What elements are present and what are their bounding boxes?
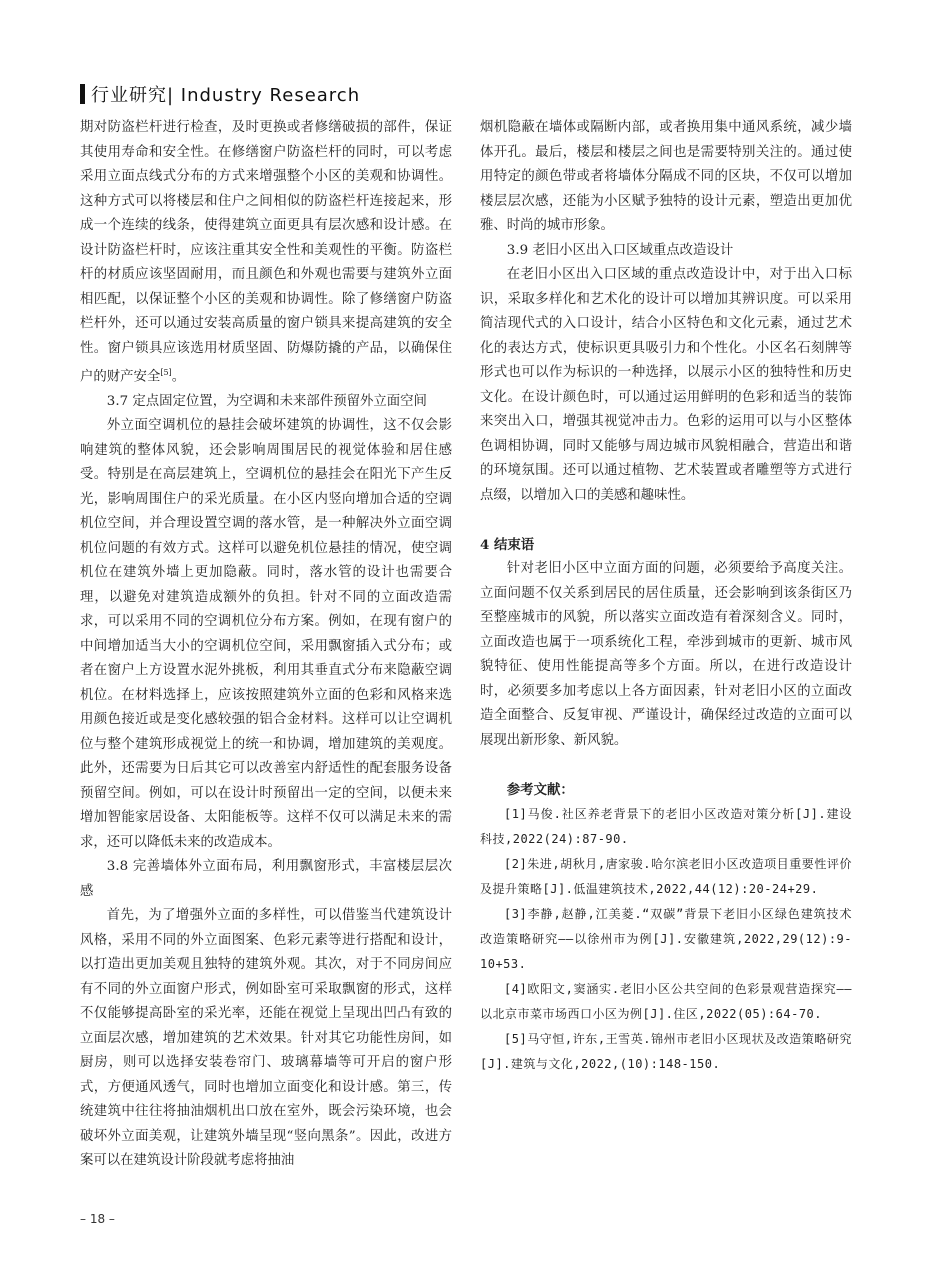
paragraph: 期对防盗栏杆进行检查，及时更换或者修缮破损的部件，保证其使用寿命和安全性。在修缮窗户防盗栏杆的同时，可以考虑采用立面点线式分布的方式来增强整个小区的美观和协调性。这种方式可以将楼层和住户之间相似的防盗栏杆连接起来，形成一个连续的线条，使得建筑立面更具有层次感和设计感。在设计防盗栏杆时，应该注重其安全性和美观性的平衡。防盗栏杆的材质应该坚固耐用，而且颜色和外观也需要与建筑外立面相匹配，以保证整个小区的美观和协调性。除了修缮窗户防盗栏杆外，还可以通过安装高质量的窗户锁具来提高建筑的安全性。窗户锁具应该选用材质坚固、防爆防撬的产品，以确保住户的财产安全[5]。 <box>80 120 452 385</box>
reference-item: [4]欧阳文,窦涵实.老旧小区公共空间的色彩景观营造探究——以北京市菜市场西口小区为例[J].住区,2022(05):64-70. <box>480 982 852 1021</box>
reference-item: [2]朱进,胡秋月,唐家骏.哈尔滨老旧小区改造项目重要性评价及提升策略[J].低温建筑技术,2022,44(12):20-24+29. <box>480 857 852 896</box>
header-label: 行业研究| Industry Research <box>91 85 361 106</box>
references-list <box>480 802 852 1077</box>
section-heading-4: 4 结束语 <box>480 536 535 553</box>
left-column <box>80 116 452 1174</box>
right-column <box>480 116 852 1077</box>
section-header <box>80 80 360 108</box>
section-heading-3-7: 3.7 定点固定位置，为空调和未来部件预留外立面空间 <box>106 393 427 409</box>
section-heading-3-8: 3.8 完善墙体外立面布局，利用飘窗形式，丰富楼层层次感 <box>80 859 452 899</box>
paragraph: 外立面空调机位的悬挂会破坏建筑的协调性，这不仅会影响建筑的整体风貌，还会影响周围居民的视觉体验和居住感受。特别是在高层建筑上，空调机位的悬挂会在阳光下产生反光，影响周围住户的采光质量。在小区内竖向增加合适的空调机位空间，并合理设置空调的落水管，是一种解决外立面空调机位问题的有效方式。这样可以避免机位悬挂的情况，使空调机位在建筑外墙上更加隐蔽。同时，落水管的设计也需要合理，以避免对建筑造成额外的负担。针对不同的立面改造需求，可以采用不同的空调机位分布方案。例如，在现有窗户的中间增加适当大小的空调机位空间，采用飘窗插入式分布；或者在窗户上方设置水泥外挑板，利用其垂直式分布来隐蔽空调机位。在材料选择上，应该按照建筑外立面的色彩和风格来选用颜色接近或是变化感较强的铝合金材料。这样可以让空调机位与整个建筑形成视觉上的统一和协调，增加建筑的美观度。此外，还需要为日后其它可以改善室内舒适性的配套服务设备预留空间。例如，可以在设计时预留出一定的空间，以便未来增加智能家居设备、太阳能板等。这样不仅可以满足未来的需求，还可以降低未来的改造成本。 <box>80 418 452 850</box>
paragraph: 首先，为了增强外立面的多样性，可以借鉴当代建筑设计风格，采用不同的外立面图案、色彩元素等进行搭配和设计，以打造出更加美观且独特的建筑外观。其次，对于不同房间应有不同的外立面窗户形式，例如卧室可采取飘窗的形式，这样不仅能够提高卧室的采光率，还能在视觉上呈现出凹凸有致的立面层次感，增加建筑的艺术效果。针对其它功能性房间，如厨房，则可以选择安装卷帘门、玻璃幕墙等可开启的窗户形式，方便通风透气，同时也增加立面变化和设计感。第三，传统建筑中往往将抽油烟机出口放在室外，既会污染环境，也会破坏外立面美观，让建筑外墙呈现“竖向黑条”。因此，改进方案可以在建筑设计阶段就考虑将抽油 <box>80 908 452 1169</box>
paragraph: 烟机隐蔽在墙体或隔断内部，或者换用集中通风系统，减少墙体开孔。最后，楼层和楼层之间也是需要特别关注的。通过使用特定的颜色带或者将墙体分隔成不同的区块，不仅可以增加楼层层次感，还能为小区赋予独特的设计元素，塑造出更加优雅、时尚的城市形象。 <box>480 120 852 233</box>
paragraph: 在老旧小区出入口区域的重点改造设计中，对于出入口标识，采取多样化和艺术化的设计可以增加其辨识度。可以采用简洁现代式的入口设计，结合小区特色和文化元素，通过艺术化的表达方式，使标识更具吸引力和个性化。小区名石刻牌等形式也可以作为标识的一种选择，以展示小区的独特性和历史文化。在设计颜色时，可以通过运用鲜明的色彩和适当的装饰来突出入口，增强其视觉冲击力。色彩的运用可以与小区整体色调相协调，同时又能够与周边城市风貌相融合，营造出和谐的环境氛围。还可以通过植物、艺术装置或者雕塑等方式进行点缀，以增加入口的美感和趣味性。 <box>480 267 852 503</box>
page-number: – 18 – <box>80 1212 115 1226</box>
citation[interactable]: [5] <box>160 368 172 377</box>
reference-item: [5]马守恒,许东,王雪英.锦州市老旧小区现状及改造策略研究[J].建筑与文化,2022,(10):148-150. <box>480 1032 852 1071</box>
section-heading-3-9: 3.9 老旧小区出入口区域重点改造设计 <box>506 242 734 258</box>
paragraph: 针对老旧小区中立面方面的问题，必须要给予高度关注。立面问题不仅关系到居民的居住质量，还会影响到该条街区乃至整座城市的风貌，所以落实立面改造有着深刻含义。同时，立面改造也属于一项系统化工程，牵涉到城市的更新、城市风貌特征、使用性能提高等多个方面。所以，在进行改造设计时，必须要多加考虑以上各方面因素，针对老旧小区的立面改造全面整合、反复审视、严谨设计，确保经过改造的立面可以展现出新形象、新风貌。 <box>480 561 852 748</box>
reference-item: [1]马俊.社区养老背景下的老旧小区改造对策分析[J].建设科技,2022(24):87-90. <box>480 807 852 846</box>
references-title: 参考文献： <box>506 781 574 798</box>
reference-item: [3]李静,赵静,江美菱.“双碳”背景下老旧小区绿色建筑技术改造策略研究——以徐州市为例[J].安徽建筑,2022,29(12):9-10+53. <box>480 907 852 971</box>
header-bar <box>80 84 85 104</box>
